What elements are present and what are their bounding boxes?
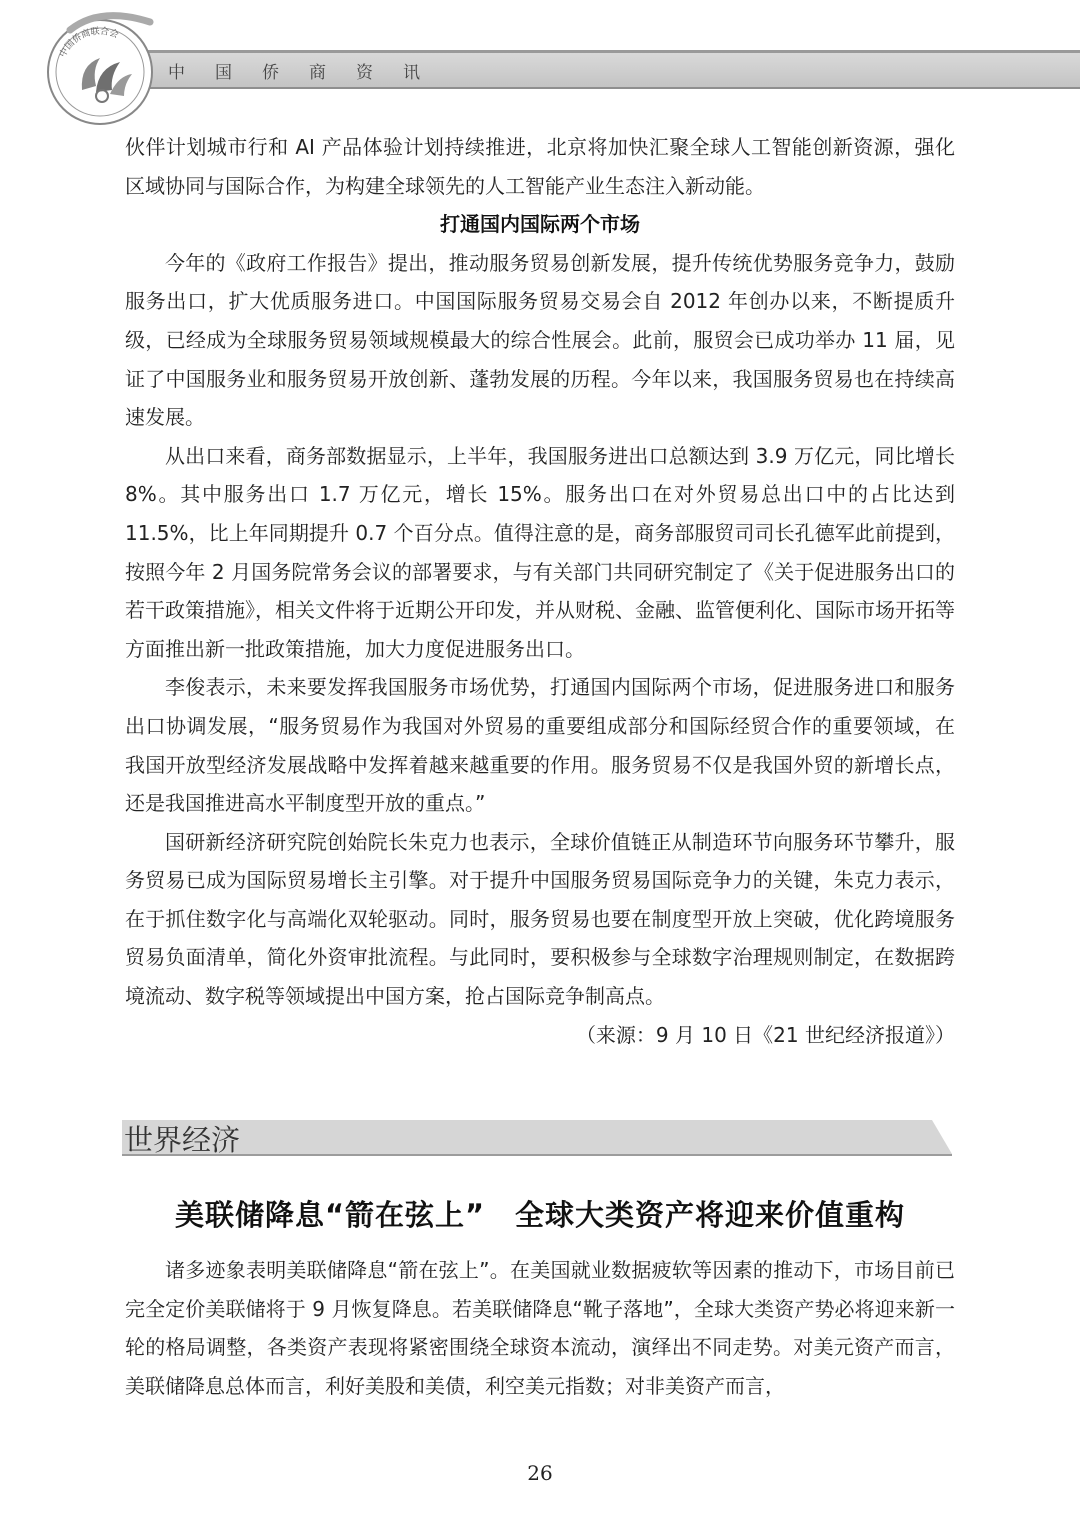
paragraph: 李俊表示，未来要发挥我国服务市场优势，打通国内国际两个市场，促进服务进口和服务出口协调发展，“服务贸易作为我国对外贸易的重要组成部分和国际经贸合作的重要领域，在我国开放型经济发展战略中发挥着越来越重要的作用。服务贸易不仅是我国外贸的新增长点，还是我国推进高水平制度型开放的重点。” — [125, 675, 955, 816]
association-logo — [40, 10, 160, 130]
paragraph: 今年的《政府工作报告》提出，推动服务贸易创新发展，提升传统优势服务竞争力，鼓励服务出口，扩大优质服务进口。中国国际服务贸易交易会自 2012 年创办以来，不断提质升级，已经成为全球服务贸易领域规模最大的综合性展会。此前，服贸会已成功举办 11 届，见证了中国服务业和服务贸易开放创新、蓬勃发展的历程。今年以来，我国服务贸易也在持续高速发展。 — [125, 250, 955, 430]
subheading: 打通国内国际两个市场 — [440, 212, 640, 237]
article-title: 美联储降息“箭在弦上” 全球大类资产将迎来价值重构 — [174, 1198, 906, 1232]
section-title: 世界经济 — [124, 1123, 241, 1157]
article-body-1 — [125, 128, 955, 1054]
paragraph: 国研新经济研究院创始院长朱克力也表示，全球价值链正从制造环节向服务环节攀升，服务贸易已成为国际贸易增长主引擎。对于提升中国服务贸易国际竞争力的关键，朱克力表示，在于抓住数字化与高端化双轮驱动。同时，服务贸易也要在制度型开放上突破，优化跨境服务贸易负面清单，简化外资审批流程。与此同时，要积极参与全球数字治理规则制定，在数据跨境流动、数字税等领域提出中国方案，抢占国际竞争制高点。 — [125, 829, 955, 1009]
page-number: 26 — [527, 1461, 553, 1485]
section-bar — [122, 1120, 952, 1156]
header-title: 中国侨商资讯 — [168, 63, 450, 83]
paragraph: 伙伴计划城市行和 AI 产品体验计划持续推进，北京将加快汇聚全球人工智能创新资源，强化区域协同与国际合作，为构建全球领先的人工智能产业生态注入新动能。 — [125, 135, 955, 198]
header-band-bottom-rule — [120, 87, 1080, 89]
source-citation: （来源：9 月 10 日《21 世纪经济报道》） — [575, 1022, 955, 1047]
article-body-2 — [125, 1251, 955, 1405]
paragraph: 从出口来看，商务部数据显示，上半年，我国服务进出口总额达到 3.9 万亿元，同比增长 8%。其中服务出口 1.7 万亿元，增长 15%。服务出口在对外贸易总出口中的占比达到 11.5%，比上年同期提升 0.7 个百分点。值得注意的是，商务部服贸司司长孔德军此前提到，按照今年 2 月国务院常务会议的部署要求，与有关部门共同研究制定了《关于促进服务出口的若干政策措施》，相关文件将于近期公开印发，并从财税、金融、监管便利化、国际市场开拓等方面推出新一批政策措施，加大力度促进服务出口。 — [125, 443, 955, 661]
paragraph: 诸多迹象表明美联储降息“箭在弦上”。在美国就业数据疲软等因素的推动下，市场目前已完全定价美联储将于 9 月恢复降息。若美联储降息“靴子落地”，全球大类资产势必将迎来新一轮的格局调整，各类资产表现将紧密围绕全球资本流动，演绎出不同走势。对美元资产而言，美联储降息总体而言，利好美股和美债，利空美元指数；对非美资产而言， — [125, 1258, 955, 1398]
logo-text: 中国侨商联合会 — [58, 26, 120, 60]
